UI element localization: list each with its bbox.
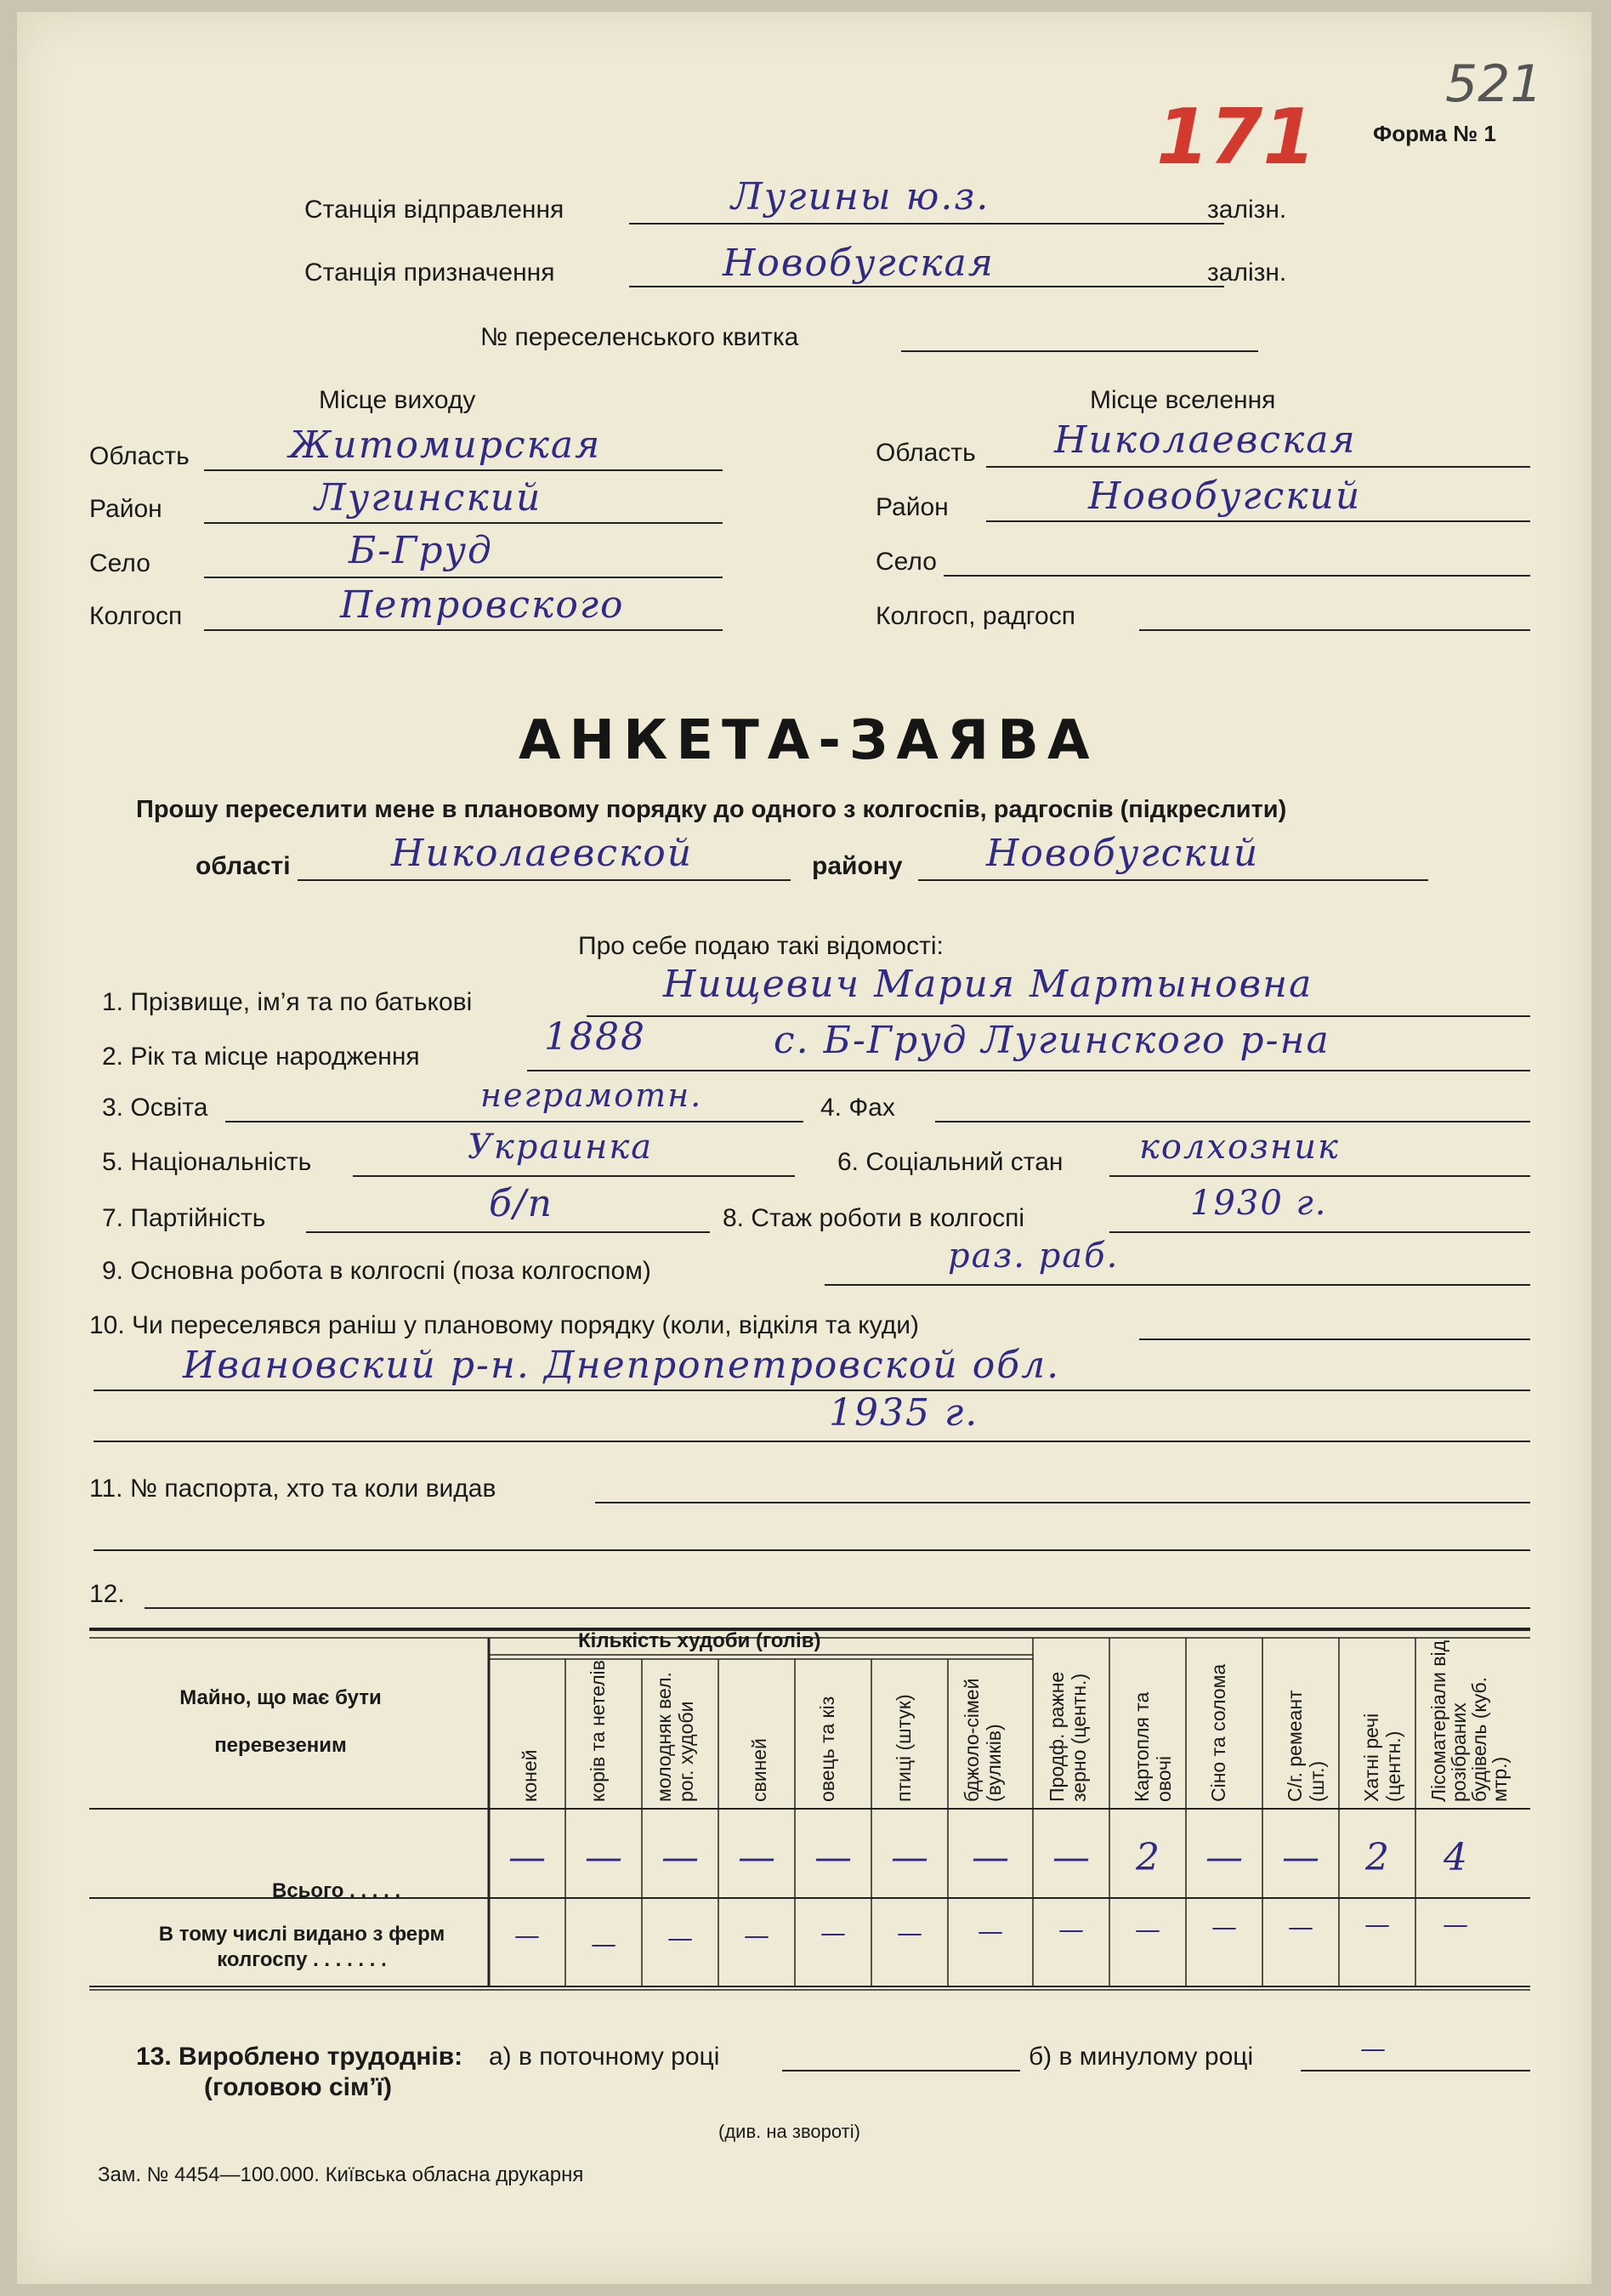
total-horses: — [508,1836,546,1879]
field-13-b-value: — [1360,2034,1387,2064]
origin-raion-label: Район [89,495,162,523]
destination-station-value: Новобугская [723,242,995,285]
field-6-value: колхозник [1139,1128,1340,1167]
printer-imprint: Зам. № 4454—100.000. Київська обласна друкарня [98,2163,584,2186]
field-8-label: 8. Стаж роботи в колгоспі [723,1204,1025,1232]
request-raion-label: району [812,852,903,880]
destination-kolhosp-label: Колгосп, радгосп [876,602,1075,630]
request-oblast-value: Николаевской [391,832,694,875]
total-timber: 4 [1444,1836,1467,1879]
request-raion-value: Новобугский [986,832,1260,875]
departure-value: Лугины ю.з. [731,175,990,219]
destination-oblast-label: Область [876,439,976,467]
col-horses: коней [519,1749,541,1802]
origin-raion-value: Лугинский [315,476,542,520]
total-sheep: — [814,1836,852,1879]
col-grain: Продф. ражне зерно (центн.) [1046,1671,1090,1802]
field-13-label: 13. Вироблено трудоднів: [136,2043,463,2071]
farm-cows: — [591,1929,616,1959]
total-beehives: — [972,1836,1009,1879]
farm-timber: — [1443,1910,1468,1940]
origin-kolhosp-value: Петровского [340,583,625,627]
destination-raion-label: Район [876,493,949,521]
farm-hay: — [1211,1912,1237,1942]
field-1-value: Нищевич Мария Мартыновна [663,963,1313,1006]
total-hay: — [1205,1836,1243,1879]
footer-note: (див. на звороті) [718,2121,860,2142]
farm-horses: — [514,1921,540,1951]
total-pigs: — [738,1836,775,1879]
farm-household: — [1364,1910,1390,1940]
request-text: Прошу переселити мене в плановому порядку до одного з колгоспів, радгоспів (підкреслити) [136,796,1287,823]
col-sheep: овець та кіз [816,1696,838,1802]
field-13-a-label: а) в поточному році [489,2043,720,2071]
farm-beehives: — [978,1917,1003,1946]
field-2-label: 2. Рік та місце народження [102,1043,420,1071]
field-4-label: 4. Фах [820,1094,895,1122]
field-13-sub: (головою сім’ї) [204,2073,392,2101]
field-3-label: 3. Освіта [102,1094,208,1122]
col-beehives: бджоло-сімей (вуликів) [961,1678,1005,1802]
archive-number: 521 [1445,54,1543,114]
field-8-value: 1930 г. [1190,1184,1328,1223]
field-2-place: с. Б-Груд Лугинского р-на [774,1019,1330,1062]
farm-grain: — [1058,1915,1084,1945]
field-10-label: 10. Чи переселявся раніш у плановому порядку (коли, відкіля та куди) [89,1311,920,1339]
destination-selo-label: Село [876,548,937,576]
field-1-label: 1. Прізвище, ім’я та по батькові [102,988,473,1016]
col-cows: корів та нетелів [587,1660,609,1802]
field-7-value: б/п [489,1182,554,1225]
col-timber: Лісоматеріали від розібраних будівель (куб. мтр.) [1427,1640,1511,1802]
field-6-label: 6. Соціальний стан [837,1148,1064,1176]
origin-oblast-value: Житомирская [289,423,602,467]
field-13-b-label: б) в минулому році [1029,2043,1254,2071]
col-poultry: птиці (штук) [893,1694,915,1802]
origin-oblast-label: Область [89,442,190,470]
farm-young-cattle: — [667,1924,693,1953]
table-row-total-label: Всього . . . . . [272,1879,401,1902]
total-poultry: — [891,1836,928,1879]
origin-selo-value: Б-Груд [349,529,493,572]
total-young-cattle: — [661,1836,699,1879]
total-grain: — [1052,1836,1090,1879]
col-inventory: С/г. ремеант (шт.) [1284,1690,1328,1802]
col-pigs: свиней [748,1738,770,1802]
destination-oblast-value: Николаевская [1054,418,1357,462]
farm-potatoes: — [1135,1915,1160,1945]
table-livestock-group: Кількість худоби (голів) [578,1629,821,1652]
field-5-value: Украинка [468,1128,654,1167]
col-household: Хатні речі (центн.) [1360,1713,1404,1802]
form-title: АНКЕТА-ЗАЯВА [519,709,1098,772]
field-7-label: 7. Партійність [102,1204,266,1232]
field-5-label: 5. Національність [102,1148,312,1176]
info-intro: Про себе подаю такі відомості: [578,932,944,960]
table-row-farm-label: В тому числі видано з ферм колгоспу . . . . . . . [158,1923,445,1971]
farm-pigs: — [744,1921,769,1951]
departure-railway: залізн. [1207,196,1287,224]
total-cows: — [585,1836,622,1879]
farm-inventory: — [1288,1912,1313,1942]
field-9-value: раз. раб. [948,1236,1120,1276]
field-10-value-line2: 1935 г. [829,1391,979,1435]
field-2-year: 1888 [544,1015,646,1059]
form-sheet [17,12,1591,2284]
field-11-label: 11. № паспорта, хто та коли видав [89,1475,496,1503]
destination-railway: залізн. [1207,259,1287,287]
origin-heading: Місце виходу [319,386,476,414]
col-hay: Сіно та солома [1207,1663,1229,1802]
departure-label: Станція відправлення [304,196,564,224]
farm-poultry: — [897,1918,922,1948]
field-12-label: 12. [89,1580,125,1608]
field-9-label: 9. Основна робота в колгоспі (поза колгоспом) [102,1257,651,1285]
table-row-header: Майно, що має бути перевезеним [179,1686,382,1757]
total-household: 2 [1365,1836,1389,1879]
destination-raion-value: Новобугский [1088,475,1362,518]
farm-sheep: — [820,1918,846,1948]
field-3-value: неграмотн. [480,1077,703,1114]
form-number: Форма № 1 [1373,121,1496,146]
total-inventory: — [1282,1836,1319,1879]
origin-selo-label: Село [89,549,150,577]
ticket-label: № переселенського квитка [480,323,799,351]
col-potatoes: Картопля та овочі [1131,1691,1175,1802]
red-stamp-number: 171 [1156,93,1316,182]
origin-kolhosp-label: Колгосп [89,602,183,630]
field-10-value-line1: Ивановский р-н. Днепропетровской обл. [183,1344,1061,1387]
total-potatoes: 2 [1136,1836,1160,1879]
destination-station-label: Станція призначення [304,259,555,287]
request-oblast-label: області [196,852,291,880]
destination-heading: Місце вселення [1090,386,1276,414]
col-young-cattle: молодняк вел. рог. худоби [653,1672,697,1802]
